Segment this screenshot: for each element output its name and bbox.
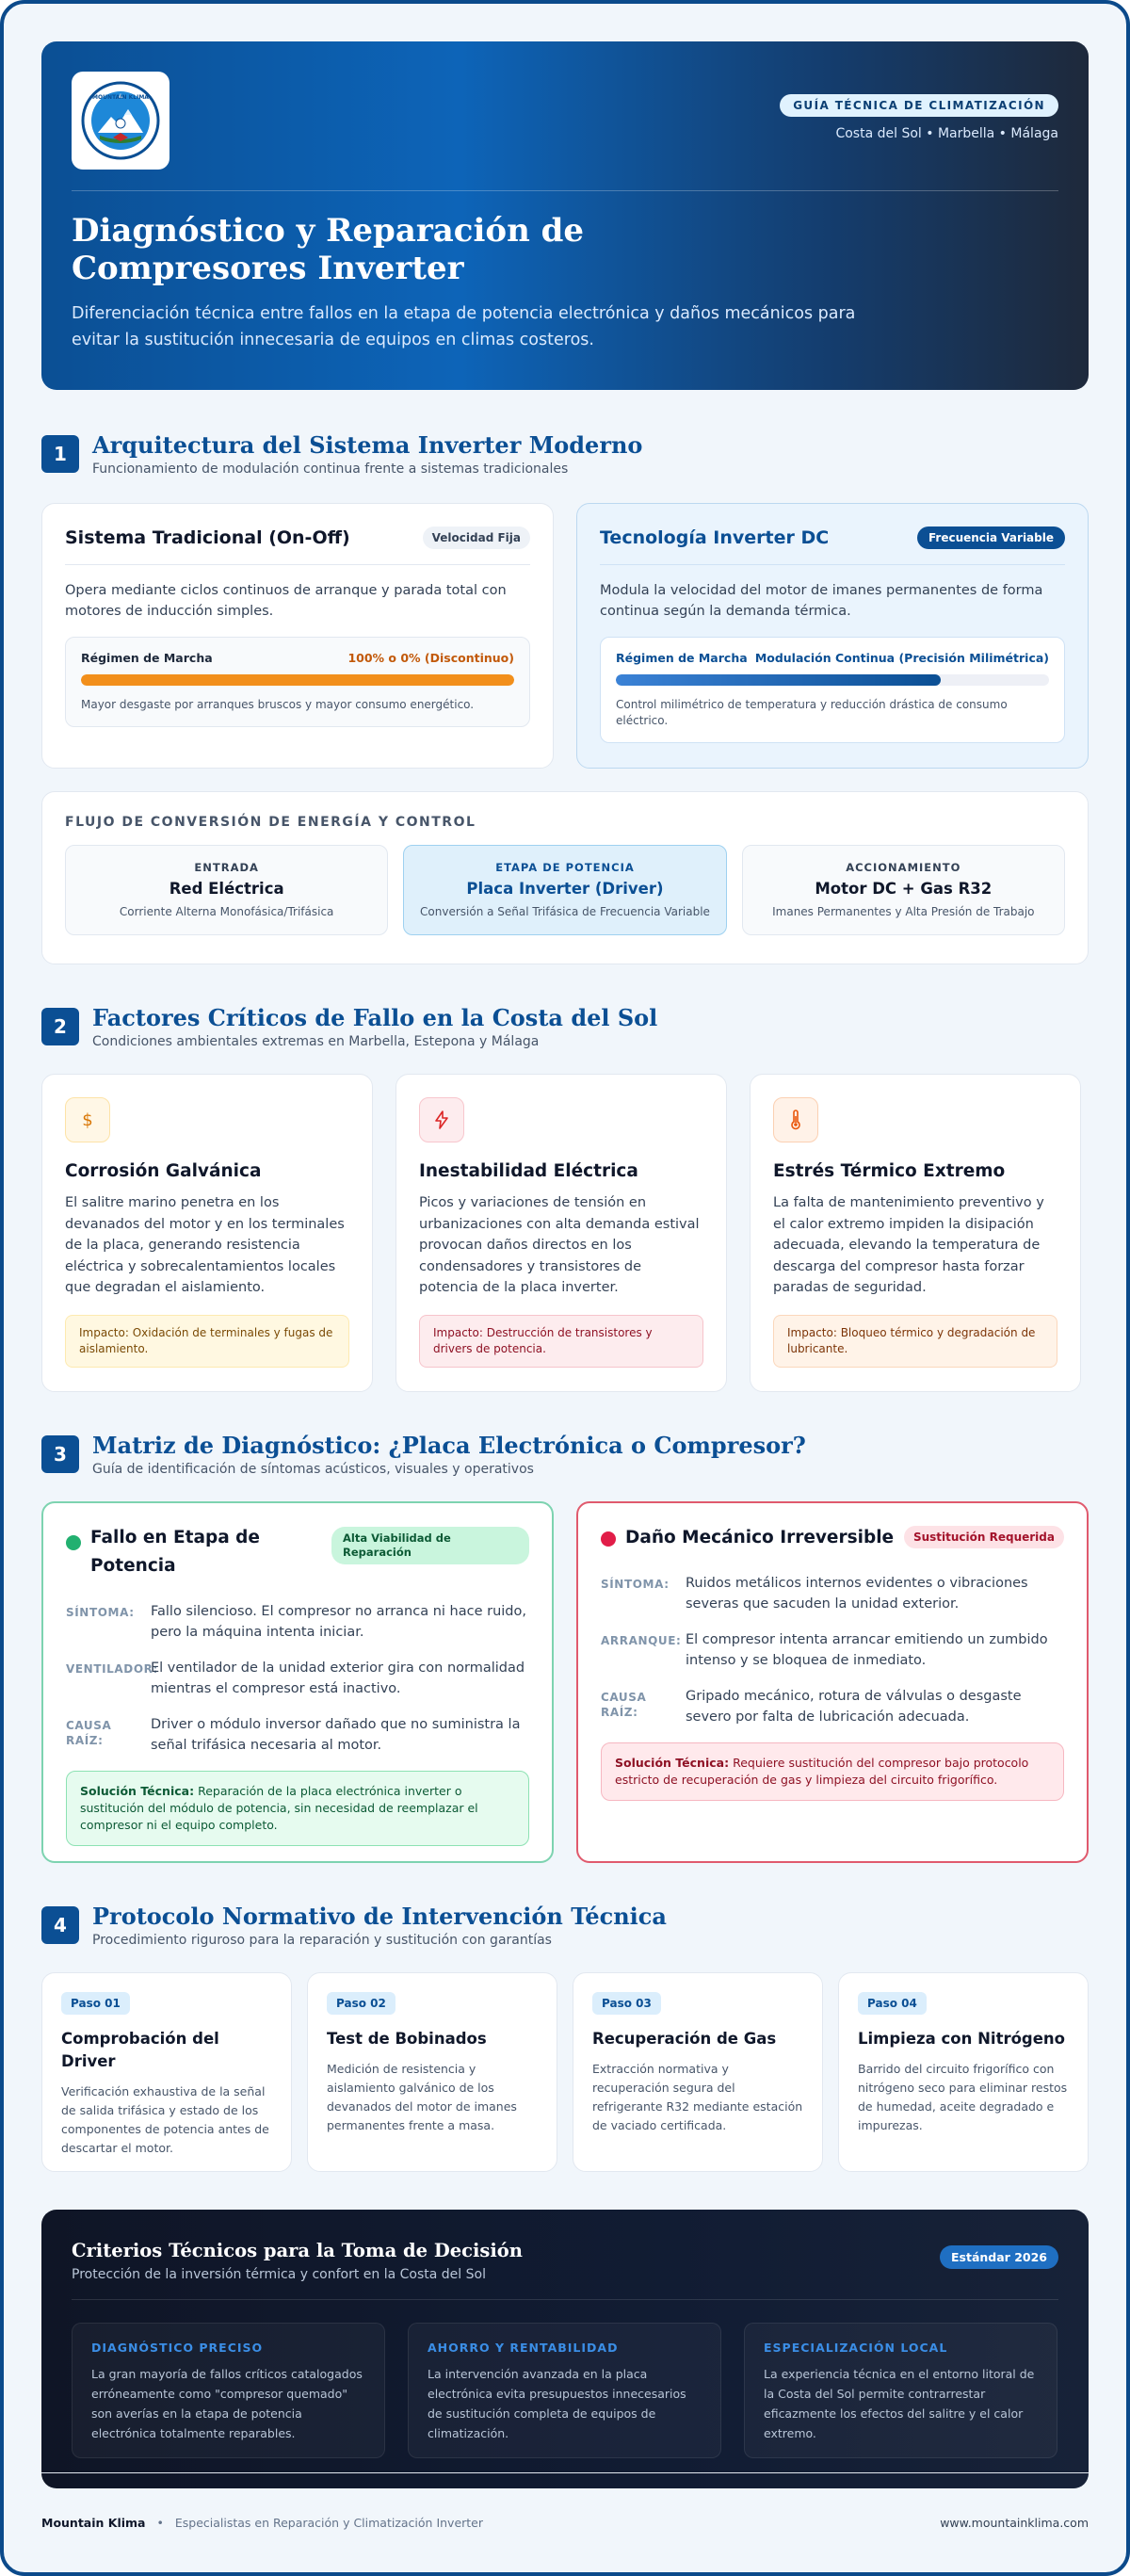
step-pill: Paso 04 <box>858 1992 927 2015</box>
regime-note: Mayor desgaste por arranques bruscos y mayor consumo energético. <box>81 698 475 711</box>
section-number: 4 <box>41 1906 79 1944</box>
diagnosis-value: El compresor intenta arrancar emitiendo un zumbido intenso y se bloquea de inmediato. <box>686 1632 1048 1668</box>
step-description: Verificación exhaustiva de la señal de salida trifásica y estado de los componentes de potencia antes de descartar el motor. <box>61 2084 269 2155</box>
step-title: Comprobación del Driver <box>61 2030 219 2070</box>
hero-banner <box>41 41 1089 390</box>
diagnosis-value: Fallo silencioso. El compresor no arranca ni hace ruido, pero la máquina intenta iniciar. <box>151 1604 526 1640</box>
footer-brand: Mountain Klima <box>41 2516 146 2530</box>
section-subtitle: Condiciones ambientales extremas en Marbella, Estepona y Málaga <box>92 1034 540 1049</box>
diagnosis-value: Ruidos metálicos internos evidentes o vibraciones severas que sacuden la unidad exterior. <box>686 1576 1028 1612</box>
criteria-key: AHORRO Y RENTABILIDAD <box>428 2341 619 2355</box>
hero-tag-group <box>780 94 1058 141</box>
hero-location: Costa del Sol • Marbella • Málaga <box>835 126 1058 141</box>
protocol-step <box>307 1972 557 2172</box>
speed-badge: Velocidad Fija <box>423 527 530 549</box>
protocol-step <box>838 1972 1089 2172</box>
step-description: Medición de resistencia y aislamiento galvánico de los devanados del motor de imanes permanentes frente a masa. <box>327 2062 517 2132</box>
solution-box <box>66 1771 529 1846</box>
card-title: Tecnología Inverter DC <box>600 527 830 548</box>
failure-description: La falta de mantenimiento preventivo y el calor extremo impiden la disipación adecuada, elevando la temperatura de descarga del compresor hasta forzar paradas de seguridad. <box>773 1195 1044 1295</box>
section-subtitle: Procedimiento riguroso para la reparación y sustitución con garantías <box>92 1933 552 1948</box>
failure-impact: Impacto: Oxidación de terminales y fugas de aislamiento. <box>65 1315 349 1368</box>
regime-value: 100% o 0% (Discontinuo) <box>347 651 514 665</box>
section-header <box>41 1004 1089 1049</box>
card-description: Modula la velocidad del motor de imanes permanentes de forma continua según la demanda térmica. <box>600 583 1043 619</box>
viability-badge: Alta Viabilidad de Reparación <box>331 1527 529 1564</box>
criteria-key: DIAGNÓSTICO PRECISO <box>91 2341 264 2355</box>
section-header <box>41 1903 1089 1948</box>
footer-left <box>41 2516 483 2530</box>
diagnosis-key: CAUSA RAÍZ: <box>601 1691 647 1719</box>
diagnosis-card-mechanical <box>576 1501 1089 1863</box>
decision-criteria-panel <box>41 2210 1089 2488</box>
guide-tag: GUÍA TÉCNICA DE CLIMATIZACIÓN <box>780 94 1058 117</box>
flow-step-input <box>65 845 388 935</box>
failure-description: El salitre marino penetra en los devanados del motor y en los terminales de la placa, generando resistencia eléctrica y sobrecalentamientos locales que degradan el aislamiento. <box>65 1195 345 1295</box>
failure-impact: Impacto: Bloqueo térmico y degradación de lubricante. <box>773 1315 1057 1368</box>
regime-bar <box>81 674 514 686</box>
failure-card-corrosion <box>41 1074 373 1392</box>
diagnosis-key: CAUSA RAÍZ: <box>66 1719 112 1747</box>
diagnosis-row <box>66 1714 529 1756</box>
logo-text: MOUNTAIN KLIMA <box>92 94 149 101</box>
thermometer-icon <box>773 1097 818 1142</box>
status-dot <box>601 1531 616 1547</box>
traditional-system-card <box>41 503 554 769</box>
flow-step-key: ETAPA DE POTENCIA <box>495 861 635 874</box>
diagnosis-key: SÍNTOMA: <box>66 1606 135 1619</box>
solution-label: Solución Técnica: <box>80 1784 195 1798</box>
regime-panel <box>600 637 1065 743</box>
criteria-box <box>408 2323 721 2458</box>
card-description: Opera mediante ciclos continuos de arranque y parada total con motores de inducción simples. <box>65 583 507 619</box>
regime-panel <box>65 637 530 727</box>
flow-step-key: ENTRADA <box>194 861 259 874</box>
failure-card-thermal <box>750 1074 1081 1392</box>
section-number: 2 <box>41 1008 79 1045</box>
section-header <box>41 431 1089 477</box>
page-footer <box>41 2472 1089 2572</box>
diagnosis-key: VENTILADOR: <box>66 1662 158 1676</box>
diagnosis-row <box>601 1686 1064 1727</box>
regime-label: Régimen de Marcha <box>616 651 748 665</box>
frequency-badge: Frecuencia Variable <box>917 527 1065 549</box>
section-failure-factors <box>41 1004 1089 1392</box>
standard-badge: Estándar 2026 <box>940 2245 1058 2269</box>
step-description: Barrido del circuito frigorífico con nitrógeno seco para eliminar restos de humedad, aceite degradado e impurezas. <box>858 2062 1068 2132</box>
step-description: Extracción normativa y recuperación segura del refrigerante R32 mediante estación de vaciado certificada. <box>592 2062 803 2132</box>
step-title: Limpieza con Nitrógeno <box>858 2030 1066 2048</box>
regime-value: Modulación Continua (Precisión Milimétrica) <box>754 651 1049 665</box>
diagnosis-value: Driver o módulo inversor dañado que no suministra la señal trifásica necesaria al motor. <box>151 1717 521 1753</box>
section-intervention-protocol <box>41 1903 1089 2172</box>
replacement-badge: Sustitución Requerida <box>904 1526 1064 1548</box>
diagnosis-title: Fallo en Etapa de Potencia <box>90 1528 260 1576</box>
lightning-icon <box>419 1097 464 1142</box>
section-number: 1 <box>41 435 79 473</box>
solution-box <box>601 1742 1064 1801</box>
protocol-step <box>573 1972 823 2172</box>
criteria-value: La experiencia técnica en el entorno litoral de la Costa del Sol permite contrarrestar eficazmente los efectos del salitre y el calor extremo. <box>764 2367 1035 2440</box>
section-number: 3 <box>41 1435 79 1473</box>
logo <box>72 72 170 170</box>
status-dot <box>66 1535 81 1550</box>
criteria-box <box>744 2323 1057 2458</box>
diagnosis-value: Gripado mecánico, rotura de válvulas o desgaste severo por falta de lubricación adecuada. <box>686 1689 1022 1725</box>
protocol-step <box>41 1972 292 2172</box>
step-pill: Paso 02 <box>327 1992 396 2015</box>
criteria-subtitle: Protección de la inversión térmica y confort en la Costa del Sol <box>72 2267 486 2282</box>
section-title: Matriz de Diagnóstico: ¿Placa Electrónica o Compresor? <box>92 1432 806 1459</box>
step-pill: Paso 01 <box>61 1992 130 2015</box>
diagnosis-value: El ventilador de la unidad exterior gira con normalidad mientras el compresor está inactivo. <box>151 1661 525 1696</box>
failure-description: Picos y variaciones de tensión en urbanizaciones con alta demanda estival provocan daños directos en los condensadores y transistores de potencia de la placa inverter. <box>419 1195 700 1295</box>
regime-bar-fill <box>616 674 941 686</box>
criteria-box <box>72 2323 385 2458</box>
solution-label: Solución Técnica: <box>615 1756 730 1770</box>
failure-title: Estrés Térmico Extremo <box>773 1161 1006 1181</box>
failure-impact: Impacto: Destrucción de transistores y drivers de potencia. <box>419 1315 703 1368</box>
diagnosis-row <box>66 1658 529 1699</box>
regime-label: Régimen de Marcha <box>81 651 213 665</box>
flow-title: FLUJO DE CONVERSIÓN DE ENERGÍA Y CONTROL <box>65 815 476 830</box>
inverter-technology-card <box>576 503 1089 769</box>
criteria-divider <box>72 2299 1058 2300</box>
hero-divider <box>72 190 1058 191</box>
step-title: Test de Bobinados <box>327 2030 487 2048</box>
section-title: Protocolo Normativo de Intervención Técnica <box>92 1903 667 1930</box>
flow-step-desc: Conversión a Señal Trifásica de Frecuencia Variable <box>420 905 710 918</box>
card-title: Sistema Tradicional (On-Off) <box>65 527 350 548</box>
section-architecture <box>41 431 1089 964</box>
failure-card-electrical <box>396 1074 727 1392</box>
step-pill: Paso 03 <box>592 1992 661 2015</box>
flow-step-value: Red Eléctrica <box>169 880 284 898</box>
flow-step-drive <box>742 845 1065 935</box>
section-subtitle: Funcionamiento de modulación continua frente a sistemas tradicionales <box>92 462 569 477</box>
criteria-value: La intervención avanzada en la placa electrónica evita presupuestos innecesarios de sustitución completa de equipos de climatización. <box>428 2367 686 2440</box>
flow-step-value: Motor DC + Gas R32 <box>815 880 993 898</box>
solution-text: Requiere sustitución del compresor bajo protocolo estricto de recuperación de gas y limpieza del circuito frigorífico. <box>615 1756 1029 1787</box>
regime-bar-fill <box>81 674 514 686</box>
diagnosis-row <box>601 1629 1064 1671</box>
dollar-icon <box>65 1097 110 1142</box>
page-subtitle: Diferenciación técnica entre fallos en la etapa de potencia electrónica y daños mecánicos para evitar la sustitución innecesaria de equipos en climas costeros. <box>72 304 856 349</box>
footer-tagline: Especialistas en Reparación y Climatización Inverter <box>174 2516 484 2530</box>
flow-step-desc: Imanes Permanentes y Alta Presión de Trabajo <box>772 905 1035 918</box>
flow-step-key: ACCIONAMIENTO <box>846 861 961 874</box>
mountain-klima-logo <box>81 81 160 160</box>
section-title: Factores Críticos de Fallo en la Costa del Sol <box>92 1004 658 1031</box>
section-title: Arquitectura del Sistema Inverter Moderno <box>92 431 643 459</box>
diagnosis-title: Daño Mecánico Irreversible <box>625 1528 895 1547</box>
failure-title: Corrosión Galvánica <box>65 1161 262 1181</box>
solution-text: Reparación de la placa electrónica inverter o sustitución del módulo de potencia, sin necesidad de reemplazar el compresor ni el equipo completo. <box>80 1784 478 1832</box>
diagnosis-key: SÍNTOMA: <box>601 1578 670 1591</box>
criteria-value: La gran mayoría de fallos críticos catalogados erróneamente como "compresor quemado" son averías en la etapa de potencia electrónica totalmente reparables. <box>91 2367 363 2440</box>
svg-text:$: $ <box>82 1110 93 1130</box>
section-subtitle: Guía de identificación de síntomas acústicos, visuales y operativos <box>92 1462 534 1477</box>
page-title: Diagnóstico y Reparación de Compresores Inverter <box>72 212 585 287</box>
flow-step-desc: Corriente Alterna Monofásica/Trifásica <box>119 905 334 918</box>
step-title: Recuperación de Gas <box>592 2030 777 2048</box>
diagnosis-row <box>66 1601 529 1643</box>
regime-bar <box>616 674 1049 686</box>
website-link[interactable]: www.mountainklima.com <box>940 2516 1089 2530</box>
section-header <box>41 1432 1089 1477</box>
energy-flow-card <box>41 791 1089 964</box>
regime-note: Control milimétrico de temperatura y reducción drástica de consumo eléctrico. <box>616 698 1008 727</box>
flow-step-power <box>403 845 726 935</box>
failure-title: Inestabilidad Eléctrica <box>419 1161 638 1181</box>
criteria-key: ESPECIALIZACIÓN LOCAL <box>764 2341 948 2355</box>
diagnosis-row <box>601 1573 1064 1614</box>
footer-separator: • <box>156 2516 164 2530</box>
flow-step-value: Placa Inverter (Driver) <box>466 880 664 898</box>
diagnosis-card-electronic <box>41 1501 554 1863</box>
criteria-title: Criterios Técnicos para la Toma de Decisión <box>72 2240 523 2261</box>
diagnosis-key: ARRANQUE: <box>601 1634 682 1647</box>
section-diagnosis-matrix <box>41 1432 1089 1863</box>
